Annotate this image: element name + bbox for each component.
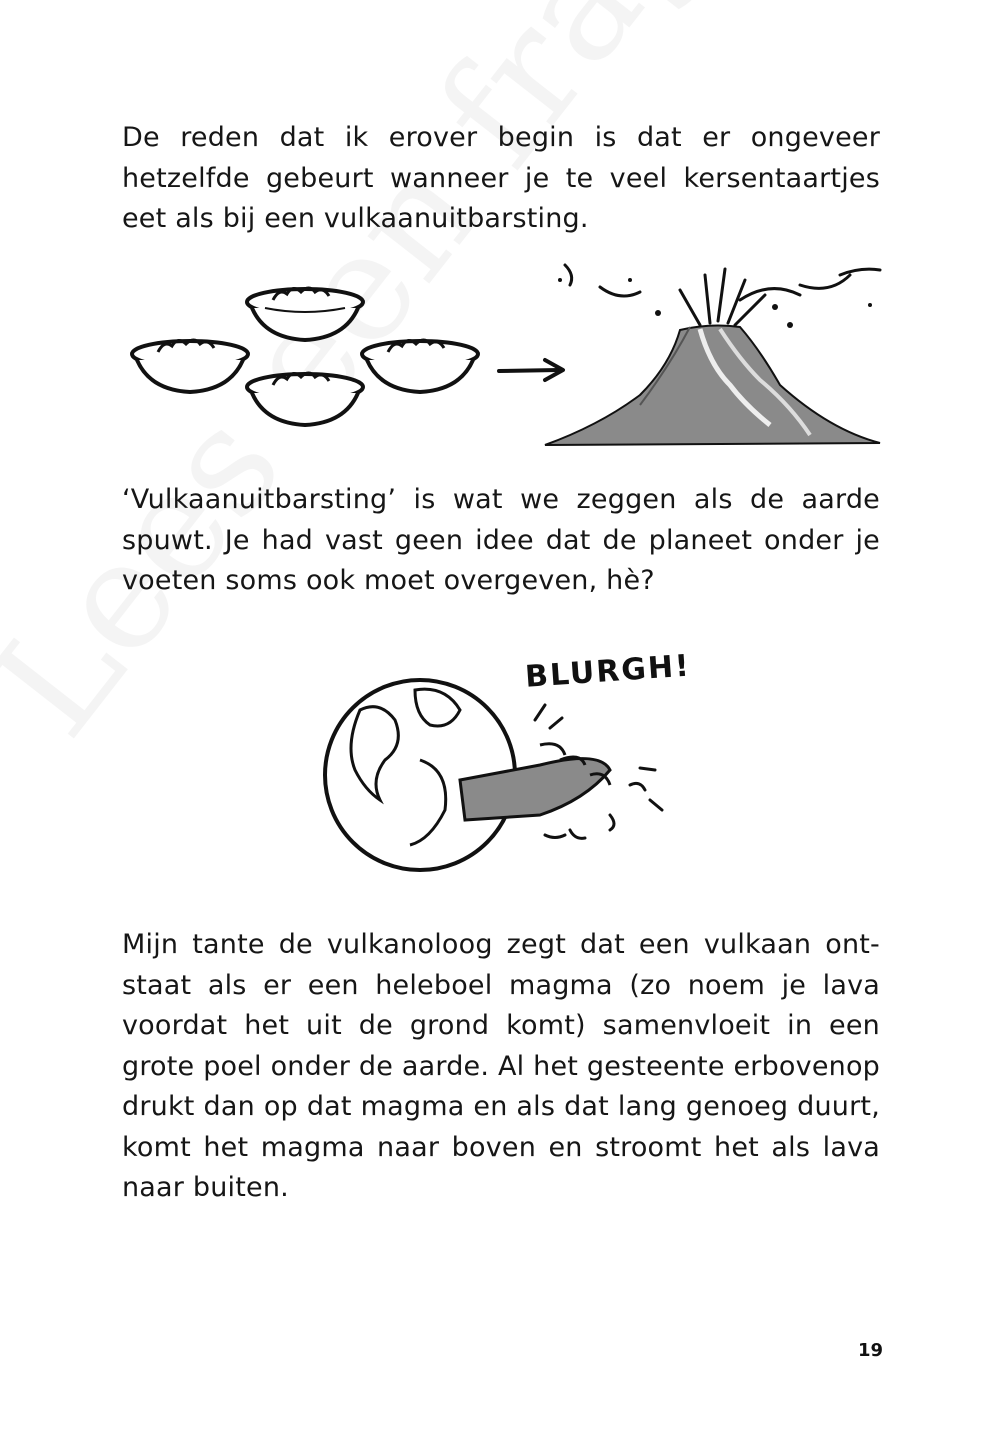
cherry-pies-icon [125,270,495,435]
pie-bottom [247,373,363,425]
paragraph-eruption: ‘Vulkaanuitbarsting’ is wat we zeggen als de aarde spuwt. Je had vast geen idee dat de planeet onder je voeten soms ook moet overgeven, hè? [122,484,880,596]
pie-top [247,288,363,340]
pie-right [362,340,478,392]
paragraph-intro: De reden dat ik erover begin is dat er ongeveer hetzelfde gebeurt wanneer je te veel kersentaartjes eet als bij een vulkaanuitbarsting. [122,122,880,234]
erupting-volcano-icon [540,255,885,455]
pie-left [132,340,248,392]
sound-effect-text: BLURGH! [524,648,692,695]
page-number: 19 [858,1340,884,1361]
paragraph-magma: Mijn tante de vulkanoloog zegt dat een vulkaan ont-staat als er een heleboel magma (zo noem je lava voordat het uit de grond komt) samenvloeit in een grote poel onder de aarde. Al het gesteente erbovenop drukt dan op dat magma en als dat lang genoeg duurt, komt het magma naar boven en stroomt het als lava naar buiten. [122,929,880,1203]
